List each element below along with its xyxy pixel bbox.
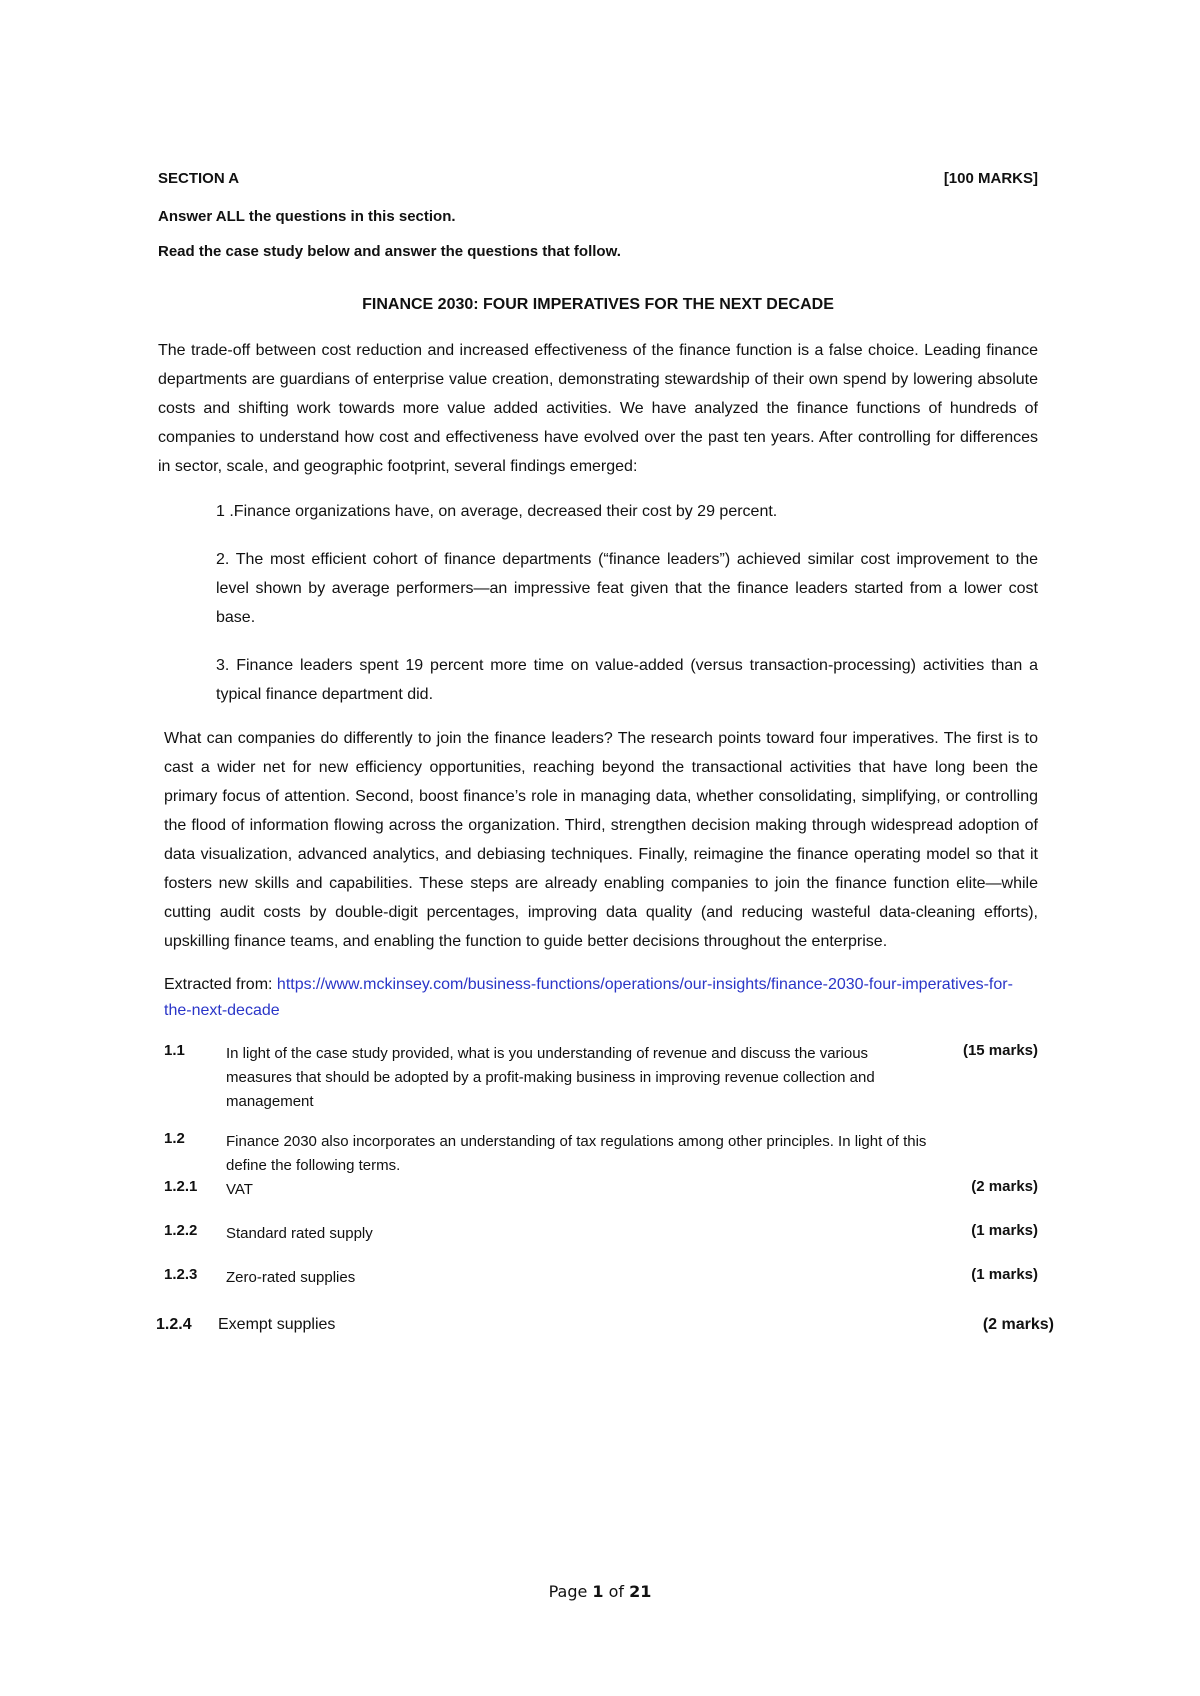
question-number: 1.2.2	[164, 1222, 198, 1239]
instruction-read-case: Read the case study below and answer the questions that follow.	[158, 243, 621, 260]
question-text: Exempt supplies	[218, 1316, 336, 1333]
page-footer	[0, 1582, 1200, 1601]
question-text: Zero-rated supplies	[226, 1269, 356, 1286]
page-current: 1	[592, 1582, 604, 1601]
question-text: VAT	[226, 1181, 253, 1198]
question-1-2-4	[156, 1316, 1054, 1334]
question-text: Standard rated supply	[226, 1225, 373, 1242]
finding-2: 2. The most efficient cohort of finance departments (“finance leaders”) achieved similar cost improvement to the level shown by average performers—an impressive feat given that the finance leaders started from a lower cost base.	[216, 551, 1038, 626]
question-1-2-1	[164, 1178, 1038, 1202]
imperatives-paragraph: What can companies do differently to join the finance leaders? The research points toward four imperatives. The first is to cast a wider net for new efficiency opportunities, reaching beyond the transactional activities that have long been the primary focus of attention. Second, boost finance’s role in managing data, whether consolidating, simplifying, or controlling the flood of information flowing across the organization. Third, strengthen decision making through widespread adoption of data visualization, advanced analytics, and debiasing techniques. Finally, reimagine the finance operating model so that it fosters new skills and capabilities. These steps are already enabling companies to join the finance function elite—while cutting audit costs by double-digit percentages, improving data quality (and reducing wasteful data-cleaning efforts), upskilling finance teams, and enabling the function to guide better decisions throughout the enterprise.	[164, 730, 1038, 950]
section-title: SECTION A	[158, 170, 240, 187]
case-study-title: FINANCE 2030: FOUR IMPERATIVES FOR THE NEXT DECADE	[362, 296, 834, 313]
source-link[interactable]: https://www.mckinsey.com/business-functions/operations/our-insights/finance-2030-four-imperatives-for-the-next-decade	[164, 976, 1013, 1019]
question-marks	[930, 1130, 1038, 1178]
section-header	[158, 170, 1038, 187]
finding-3: 3. Finance leaders spent 19 percent more time on value-added (versus transaction-processing) activities than a typical finance department did.	[216, 657, 1038, 703]
question-text: In light of the case study provided, what is you understanding of revenue and discuss the various measures that should be adopted by a profit-making business in improving revenue collection and management	[226, 1045, 875, 1110]
question-1-2-2	[164, 1222, 1038, 1246]
intro-paragraph: The trade-off between cost reduction and increased effectiveness of the finance function is a false choice. Leading finance departments are guardians of enterprise value creation, demonstrating stewardship of their own spend by lowering absolute costs and shifting work towards more value added activities. We have analyzed the finance functions of hundreds of companies to understand how cost and effectiveness have evolved over the past ten years. After controlling for differences in sector, scale, and geographic footprint, several findings emerged:	[158, 342, 1038, 475]
section-marks: [100 MARKS]	[943, 170, 1038, 187]
page-label: Page	[548, 1582, 593, 1601]
question-text: Finance 2030 also incorporates an understanding of tax regulations among other principles. In light of this define the following terms.	[226, 1133, 927, 1174]
question-1-1	[164, 1042, 1038, 1114]
instruction-answer-all: Answer ALL the questions in this section.	[158, 208, 456, 225]
question-number: 1.1	[164, 1042, 185, 1059]
question-marks: (2 marks)	[982, 1316, 1054, 1333]
source-citation	[164, 972, 1038, 1024]
question-marks: (1 marks)	[971, 1222, 1038, 1239]
question-1-2	[164, 1130, 1038, 1178]
page-total: 21	[629, 1582, 652, 1601]
question-marks: (15 marks)	[962, 1042, 1038, 1059]
question-marks: (2 marks)	[971, 1178, 1038, 1195]
question-number: 1.2.3	[164, 1266, 198, 1283]
question-number: 1.2.1	[164, 1178, 198, 1195]
question-number: 1.2.4	[156, 1316, 192, 1333]
source-prefix: Extracted from:	[164, 976, 277, 993]
finding-1: 1 .Finance organizations have, on average, decreased their cost by 29 percent.	[216, 503, 778, 520]
question-1-2-3	[164, 1266, 1038, 1290]
page-content	[156, 170, 1054, 1334]
question-number: 1.2	[164, 1130, 185, 1147]
question-marks: (1 marks)	[971, 1266, 1038, 1283]
page-of: of	[603, 1582, 630, 1601]
